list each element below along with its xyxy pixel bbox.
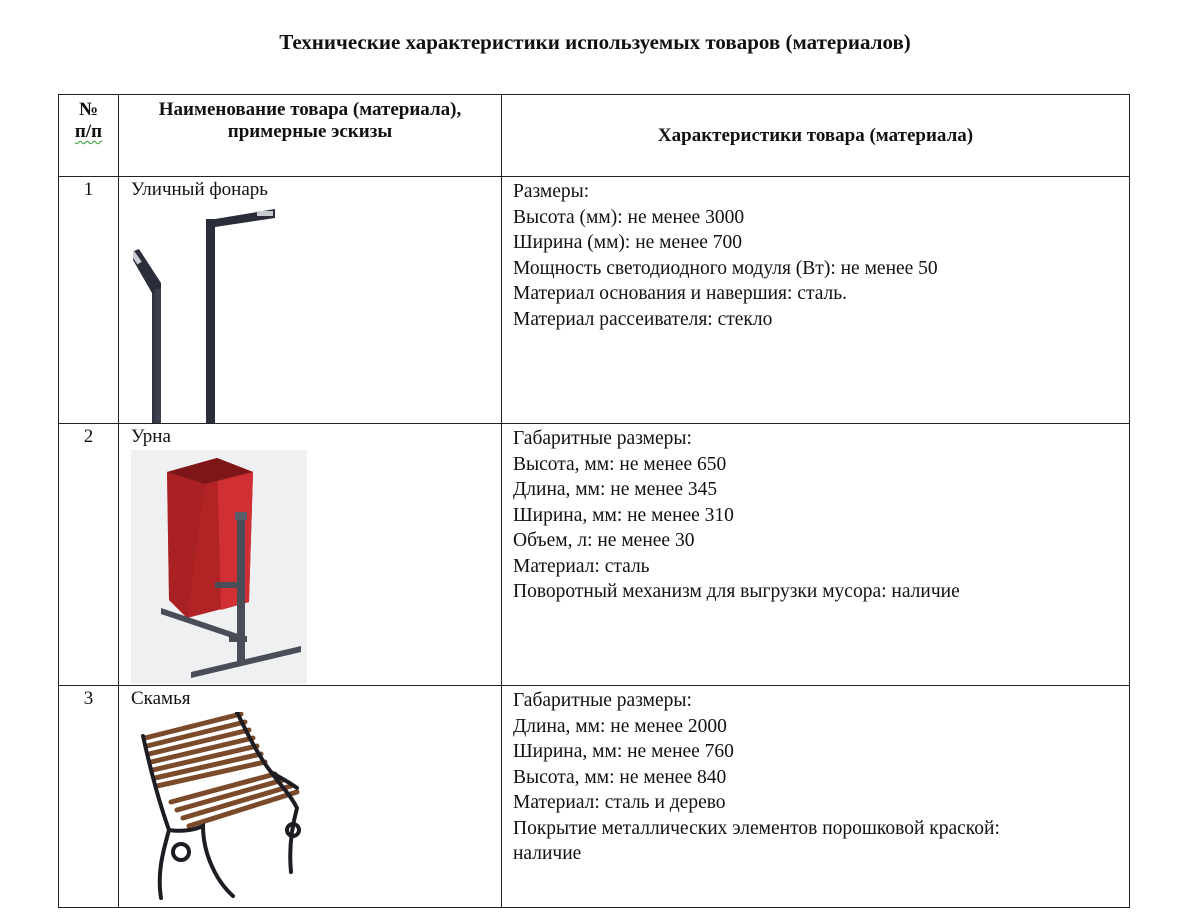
characteristic-line: Материал: сталь — [513, 555, 650, 577]
characteristics-cell — [502, 424, 1130, 686]
spec-table — [58, 94, 1130, 908]
document-title: Технические характеристики используемых товаров (материалов) — [279, 30, 911, 54]
row-number: 2 — [59, 424, 119, 686]
row-number: 1 — [59, 177, 119, 424]
table-row — [59, 177, 1130, 424]
header-characteristics: Характеристики товара (материала) — [502, 95, 1130, 177]
trash-bin-image — [131, 450, 307, 684]
header-name — [119, 95, 502, 177]
characteristics-cell — [502, 686, 1130, 908]
characteristic-line: Поворотный механизм для выгрузки мусора: наличие — [513, 581, 960, 602]
characteristic-line: Мощность светодиодного модуля (Вт): не менее 50 — [513, 257, 938, 279]
characteristic-line: Покрытие металлических элементов порошковой краской: — [513, 817, 1000, 839]
characteristic-line: Длина, мм: не менее 2000 — [513, 715, 727, 737]
item-name: Скамья — [131, 688, 191, 709]
item-name-cell — [119, 177, 502, 424]
characteristic-line: Высота (мм): не менее 3000 — [513, 206, 745, 228]
characteristic-line: Материал основания и навершия: сталь. — [513, 283, 848, 304]
header-number — [59, 95, 119, 177]
characteristic-line: Высота, мм: не менее 650 — [513, 453, 727, 475]
item-name-cell — [119, 686, 502, 908]
characteristic-line: Габаритные размеры: — [513, 428, 692, 449]
item-name: Уличный фонарь — [131, 179, 268, 200]
row-number: 3 — [59, 686, 119, 908]
characteristic-line: Ширина, мм: не менее 310 — [513, 504, 734, 526]
item-name-cell — [119, 424, 502, 686]
header-number-symbol: № — [78, 99, 99, 120]
street-lamp-image — [133, 205, 293, 423]
characteristic-line: Ширина (мм): не менее 700 — [513, 232, 743, 253]
characteristic-line: Габаритные размеры: — [513, 690, 692, 711]
characteristic-line: Материал: сталь и дерево — [513, 792, 726, 813]
characteristic-line: наличие — [513, 843, 582, 864]
table-row — [59, 686, 1130, 908]
characteristic-line: Материал рассеивателя: стекло — [513, 308, 773, 330]
header-name-line1: Наименование товара (материала), — [158, 99, 462, 120]
item-name: Урна — [131, 426, 171, 447]
table-row — [59, 424, 1130, 686]
characteristic-line: Высота, мм: не менее 840 — [513, 766, 727, 788]
characteristic-line: Ширина, мм: не менее 760 — [513, 741, 734, 762]
table-header-row — [59, 95, 1130, 177]
bench-image — [141, 712, 311, 904]
characteristic-line: Объем, л: не менее 30 — [513, 530, 695, 551]
header-name-line2: примерные эскизы — [227, 121, 393, 142]
characteristic-line: Длина, мм: не менее 345 — [513, 479, 718, 500]
characteristic-line: Размеры: — [513, 181, 590, 202]
header-number-abbr: п/п — [74, 121, 103, 142]
characteristics-cell — [502, 177, 1130, 424]
